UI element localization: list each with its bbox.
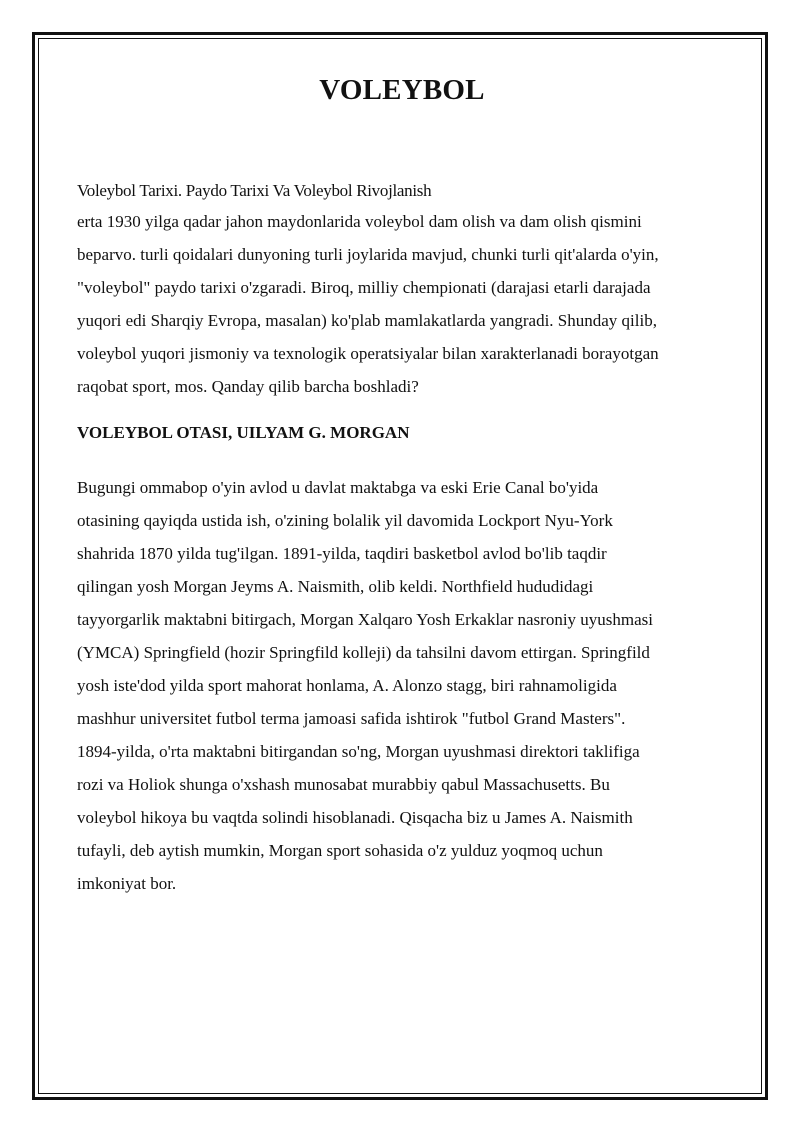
paragraph-line: qilingan yosh Morgan Jeyms A. Naismith, olib keldi. Northfield hududidagi <box>77 577 594 596</box>
document-subtitle: Voleybol Tarixi. Paydo Tarixi Va Voleybol Rivojlanish <box>77 181 432 200</box>
document-title: VOLEYBOL <box>319 74 485 106</box>
paragraph-line: (YMCA) Springfield (hozir Springfild kolleji) da tahsilni davom ettirgan. Springfild <box>77 643 650 662</box>
paragraph-line: voleybol hikoya bu vaqtda solindi hisoblanadi. Qisqacha biz u James A. Naismith <box>77 808 633 827</box>
paragraph-line: 1894-yilda, o'rta maktabni bitirgandan so'ng, Morgan uyushmasi direktori taklifiga <box>77 742 640 761</box>
paragraph-line: shahrida 1870 yilda tug'ilgan. 1891-yilda, taqdiri basketbol avlod bo'lib taqdir <box>77 544 607 563</box>
paragraph-line: rozi va Holiok shunga o'xshash munosabat murabbiy qabul Massachusetts. Bu <box>77 775 610 794</box>
paragraph-line: otasining qayiqda ustida ish, o'zining bolalik yil davomida Lockport Nyu-York <box>77 511 613 530</box>
paragraph-line: raqobat sport, mos. Qanday qilib barcha boshladi? <box>77 377 419 396</box>
paragraph-line: imkoniyat bor. <box>77 874 177 893</box>
paragraph-line: voleybol yuqori jismoniy va texnologik operatsiyalar bilan xarakterlanadi borayotgan <box>77 344 659 363</box>
document-body <box>77 74 727 900</box>
paragraph-line: "voleybol" paydo tarixi o'zgaradi. Biroq, milliy chempionati (darajasi etarli darajada <box>77 278 651 297</box>
paragraph-line: beparvo. turli qoidalari dunyoning turli joylarida mavjud, chunki turli qit'alarda o'yin, <box>77 245 659 264</box>
paragraph-line: yuqori edi Sharqiy Evropa, masalan) ko'plab mamlakatlarda yangradi. Shunday qilib, <box>77 311 657 330</box>
paragraph-morgan <box>77 471 727 900</box>
paragraph-line: yosh iste'dod yilda sport mahorat honlama, A. Alonzo stagg, biri rahnamoligida <box>77 676 617 695</box>
paragraph-line: tayyorgarlik maktabni bitirgach, Morgan Xalqaro Yosh Erkaklar nasroniy uyushmasi <box>77 610 654 629</box>
paragraph-line: erta 1930 yilga qadar jahon maydonlarida voleybol dam olish va dam olish qismini <box>77 212 642 231</box>
paragraph-line: tufayli, deb aytish mumkin, Morgan sport sohasida o'z yulduz yoqmoq uchun <box>77 841 603 860</box>
paragraph-history <box>77 205 727 403</box>
paragraph-line: mashhur universitet futbol terma jamoasi safida ishtirok "futbol Grand Masters". <box>77 709 626 728</box>
paragraph-line: Bugungi ommabop o'yin avlod u davlat maktabga va eski Erie Canal bo'yida <box>77 478 599 497</box>
section-heading: VOLEYBOL OTASI, UILYAM G. MORGAN <box>77 423 410 442</box>
